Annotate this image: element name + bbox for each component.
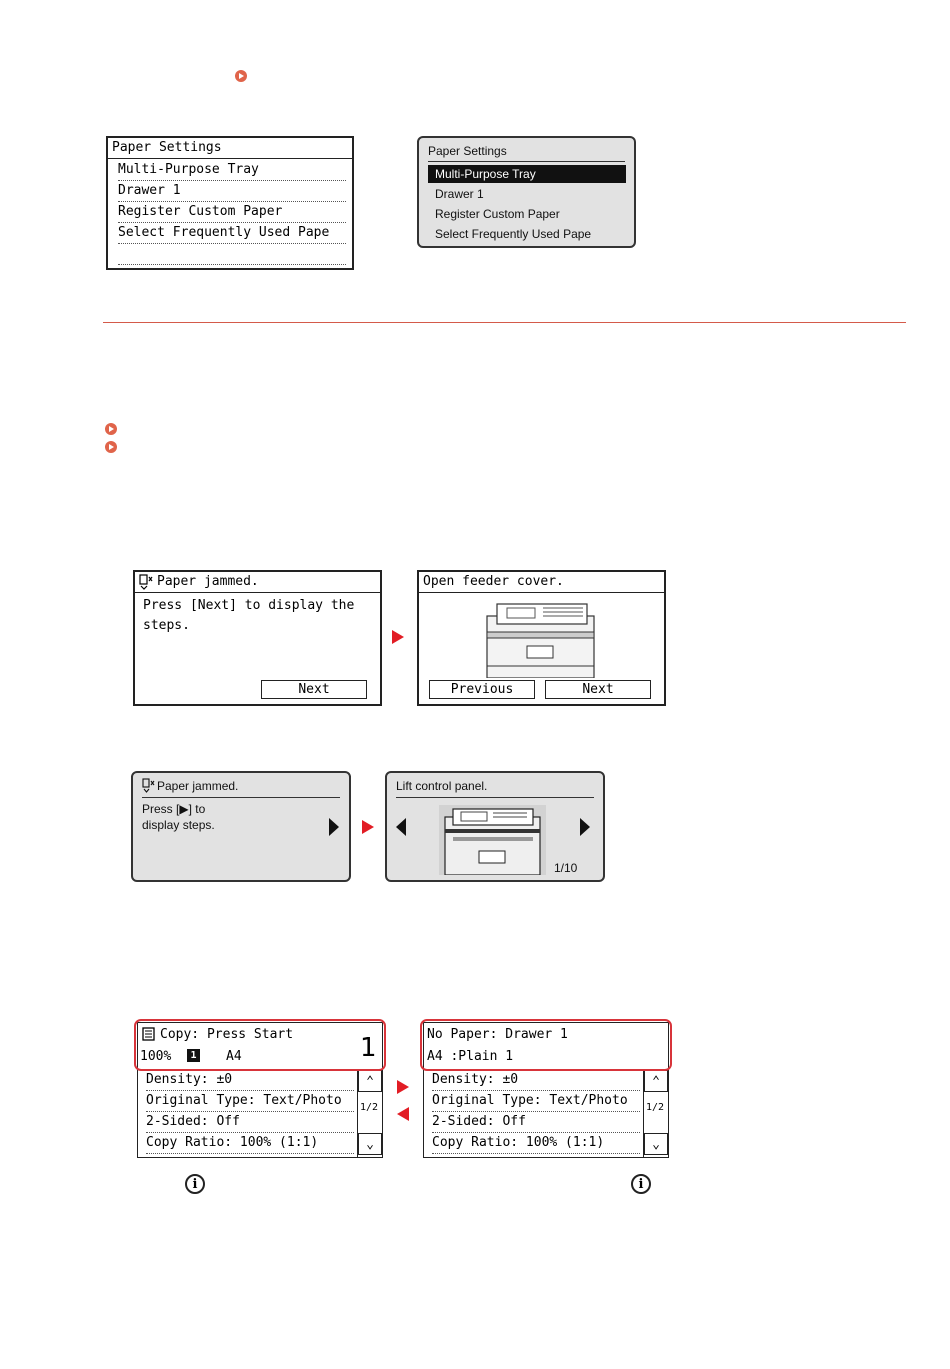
menu-item-frequently-used-paper[interactable]: Select Frequently Used Pape — [118, 223, 346, 244]
scroll-down-button[interactable]: ⌄ — [358, 1133, 382, 1155]
next-button[interactable]: Next — [545, 680, 651, 699]
menu-item-frequently-used-paper[interactable]: Select Frequently Used Pape — [435, 227, 592, 241]
menu-item-register-custom-paper[interactable]: Register Custom Paper — [435, 207, 560, 221]
highlight-frame — [420, 1019, 672, 1071]
menu-item-multi-purpose-tray[interactable]: Multi-Purpose Tray — [435, 167, 536, 181]
screen-title: Lift control panel. — [396, 779, 488, 793]
jam-message — [143, 596, 354, 636]
previous-button[interactable]: Previous — [429, 680, 535, 699]
page-indicator: 1/2 — [646, 1102, 665, 1113]
screen-title: Paper Settings — [428, 144, 507, 158]
scroll-down-button[interactable]: ⌄ — [644, 1133, 668, 1155]
arrow-right-icon — [362, 820, 374, 834]
setting-2-sided[interactable]: 2-Sided: Off — [146, 1112, 354, 1133]
menu-item-drawer-1[interactable]: Drawer 1 — [435, 187, 484, 201]
setting-density[interactable]: Density: ±0 — [432, 1070, 640, 1091]
setting-original-type[interactable]: Original Type: Text/Photo — [146, 1091, 354, 1112]
message-line: display steps. — [142, 818, 215, 832]
copy-count: 1 — [360, 1033, 377, 1063]
screen-title: Paper jammed. — [135, 572, 380, 593]
copy-ratio: 100% — [140, 1049, 172, 1064]
link-arrow-icon[interactable] — [105, 423, 117, 435]
setting-density[interactable]: Density: ±0 — [146, 1070, 354, 1091]
open-feeder-cover-screen — [417, 570, 666, 706]
page-indicator: 1/10 — [554, 861, 578, 875]
message-line: steps. — [143, 618, 190, 633]
paper-jam-icon — [138, 574, 154, 590]
menu-item-multi-purpose-tray[interactable]: Multi-Purpose Tray — [118, 160, 346, 181]
menu-item-drawer-1[interactable]: Drawer 1 — [118, 181, 346, 202]
paper-size: A4 — [226, 1049, 242, 1064]
copy-status: Copy: Press Start — [160, 1027, 294, 1042]
setting-original-type[interactable]: Original Type: Text/Photo — [432, 1091, 640, 1112]
link-arrow-icon[interactable] — [105, 441, 117, 453]
info-icon: i — [631, 1174, 651, 1194]
paper-jam-icon — [142, 778, 156, 793]
setting-copy-ratio[interactable]: Copy Ratio: 100% (1:1) — [146, 1133, 354, 1154]
title-divider — [428, 161, 625, 162]
no-paper-status: No Paper: Drawer 1 — [427, 1027, 568, 1042]
title-divider — [142, 797, 340, 798]
paper-jammed-touch-screen — [133, 570, 382, 706]
arrow-left-icon — [397, 1107, 409, 1121]
info-icon: i — [185, 1174, 205, 1194]
next-button[interactable]: Next — [261, 680, 367, 699]
page-indicator: 1/2 — [360, 1102, 379, 1113]
setting-2-sided[interactable]: 2-Sided: Off — [432, 1112, 640, 1133]
paper-type-line: A4 :Plain 1 — [427, 1049, 514, 1064]
scroll-up-button[interactable]: ⌃ — [644, 1070, 668, 1092]
arrow-right-icon — [397, 1080, 409, 1094]
highlight-frame — [134, 1019, 386, 1071]
menu-item-register-custom-paper[interactable]: Register Custom Paper — [118, 202, 346, 223]
copies-badge: 1 — [187, 1049, 200, 1062]
jam-message — [142, 801, 215, 833]
paper-jammed-5line-screen — [131, 771, 351, 882]
title-divider — [396, 797, 594, 798]
link-arrow-icon[interactable] — [235, 70, 247, 82]
message-line: Press [Next] to display the — [143, 598, 355, 613]
screen-title: Paper jammed. — [157, 779, 239, 793]
message-line: Press [▶] to — [142, 802, 206, 816]
menu-item-empty — [118, 244, 346, 265]
next-arrow-icon[interactable] — [329, 818, 339, 836]
paper-settings-touch-screen — [106, 136, 354, 270]
scrollbar — [357, 1070, 381, 1157]
printer-illustration — [439, 805, 546, 875]
previous-arrow-icon[interactable] — [396, 818, 406, 836]
scroll-up-button[interactable]: ⌃ — [358, 1070, 382, 1092]
printer-illustration — [483, 602, 598, 678]
screen-title: Paper Settings — [108, 138, 352, 159]
arrow-right-icon — [392, 630, 404, 644]
scrollbar — [643, 1070, 667, 1157]
setting-copy-ratio[interactable]: Copy Ratio: 100% (1:1) — [432, 1133, 640, 1154]
screen-title: Open feeder cover. — [419, 572, 664, 593]
section-divider — [103, 322, 906, 323]
next-arrow-icon[interactable] — [580, 818, 590, 836]
paper-settings-5line-screen — [417, 136, 636, 248]
lift-control-panel-screen — [385, 771, 605, 882]
